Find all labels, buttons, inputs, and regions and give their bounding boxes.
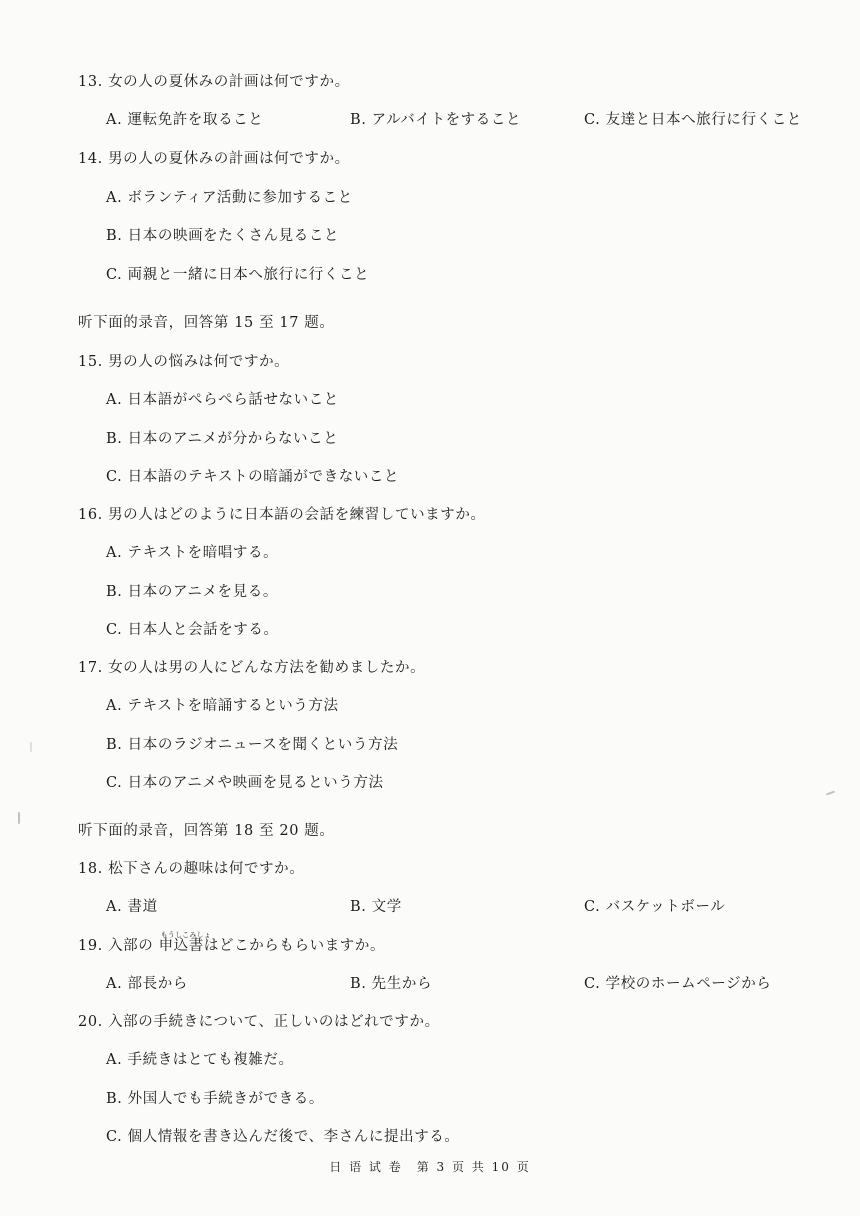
q14-option-b: B. 日本の映画をたくさん見ること (106, 228, 340, 244)
q17-option-a: A. テキストを暗誦するという方法 (106, 698, 339, 714)
question-13: 13. 女の人の夏休みの計画は何ですか。 (78, 74, 350, 90)
q13-option-b: B. アルバイトをすること (350, 112, 522, 128)
q19-option-a: A. 部長から (106, 976, 188, 992)
section-instruction-2: 听下面的录音，回答第 18 至 20 题。 (78, 823, 335, 839)
question-17: 17. 女の人は男の人にどんな方法を勧めましたか。 (78, 660, 426, 676)
question-15: 15. 男の人の悩みは何ですか。 (78, 354, 290, 370)
q18-option-c: C. バスケットボール (584, 899, 726, 915)
question-20: 20. 入部の手続きについて、正しいのはどれですか。 (78, 1014, 440, 1030)
question-18: 18. 松下さんの趣味は何ですか。 (78, 861, 305, 877)
q14-option-a: A. ボランティア活動に参加すること (106, 190, 353, 206)
q19-ruby-word (158, 931, 211, 955)
q19-option-c: C. 学校のホームページから (584, 976, 772, 992)
q18-option-b: B. 文学 (350, 899, 402, 915)
q15-option-a: A. 日本語がぺらぺら話せないこと (106, 392, 339, 408)
q16-option-a: A. テキストを暗唱する。 (106, 545, 279, 561)
q17-option-c: C. 日本のアニメや映画を見るという方法 (106, 775, 384, 791)
q17-option-b: B. 日本のラジオニュースを聞くという方法 (106, 737, 399, 753)
q13-option-a: A. 運転免許を取ること (106, 112, 264, 128)
question-19 (78, 931, 386, 955)
q15-option-c: C. 日本語のテキストの暗誦ができないこと (106, 469, 400, 485)
q19-prefix: 19. 入部の (78, 938, 159, 954)
q18-option-a: A. 書道 (106, 899, 158, 915)
question-14: 14. 男の人の夏休みの計画は何ですか。 (78, 151, 350, 167)
q16-option-b: B. 日本のアニメを見る。 (106, 584, 278, 600)
q20-option-c: C. 個人情報を書き込んだ後で、李さんに提出する。 (106, 1129, 460, 1145)
q20-option-b: B. 外国人でも手続きができる。 (106, 1091, 324, 1107)
q15-option-b: B. 日本のアニメが分からないこと (106, 431, 339, 447)
q19-suffix: はどこからもらいますか。 (203, 938, 386, 954)
q14-option-c: C. 両親と一緒に日本へ旅行に行くこと (106, 267, 370, 283)
scan-mark (826, 791, 835, 796)
q19-furigana: もうしこみしょ (160, 931, 211, 939)
section-instruction-1: 听下面的录音，回答第 15 至 17 题。 (78, 315, 335, 331)
q19-option-b: B. 先生から (350, 976, 433, 992)
page-footer: 日 语 试 卷 第 3 页 共 10 页 (329, 1160, 531, 1174)
question-16: 16. 男の人はどのように日本語の会話を練習していますか。 (78, 507, 486, 523)
scan-mark (30, 742, 32, 752)
q19-ruby-base: 申込書 (158, 938, 204, 954)
q16-option-c: C. 日本人と会話をする。 (106, 622, 279, 638)
q20-option-a: A. 手続きはとても複雑だ。 (106, 1052, 294, 1068)
q13-option-c: C. 友達と日本へ旅行に行くこと (584, 112, 802, 128)
scan-mark (18, 812, 20, 824)
